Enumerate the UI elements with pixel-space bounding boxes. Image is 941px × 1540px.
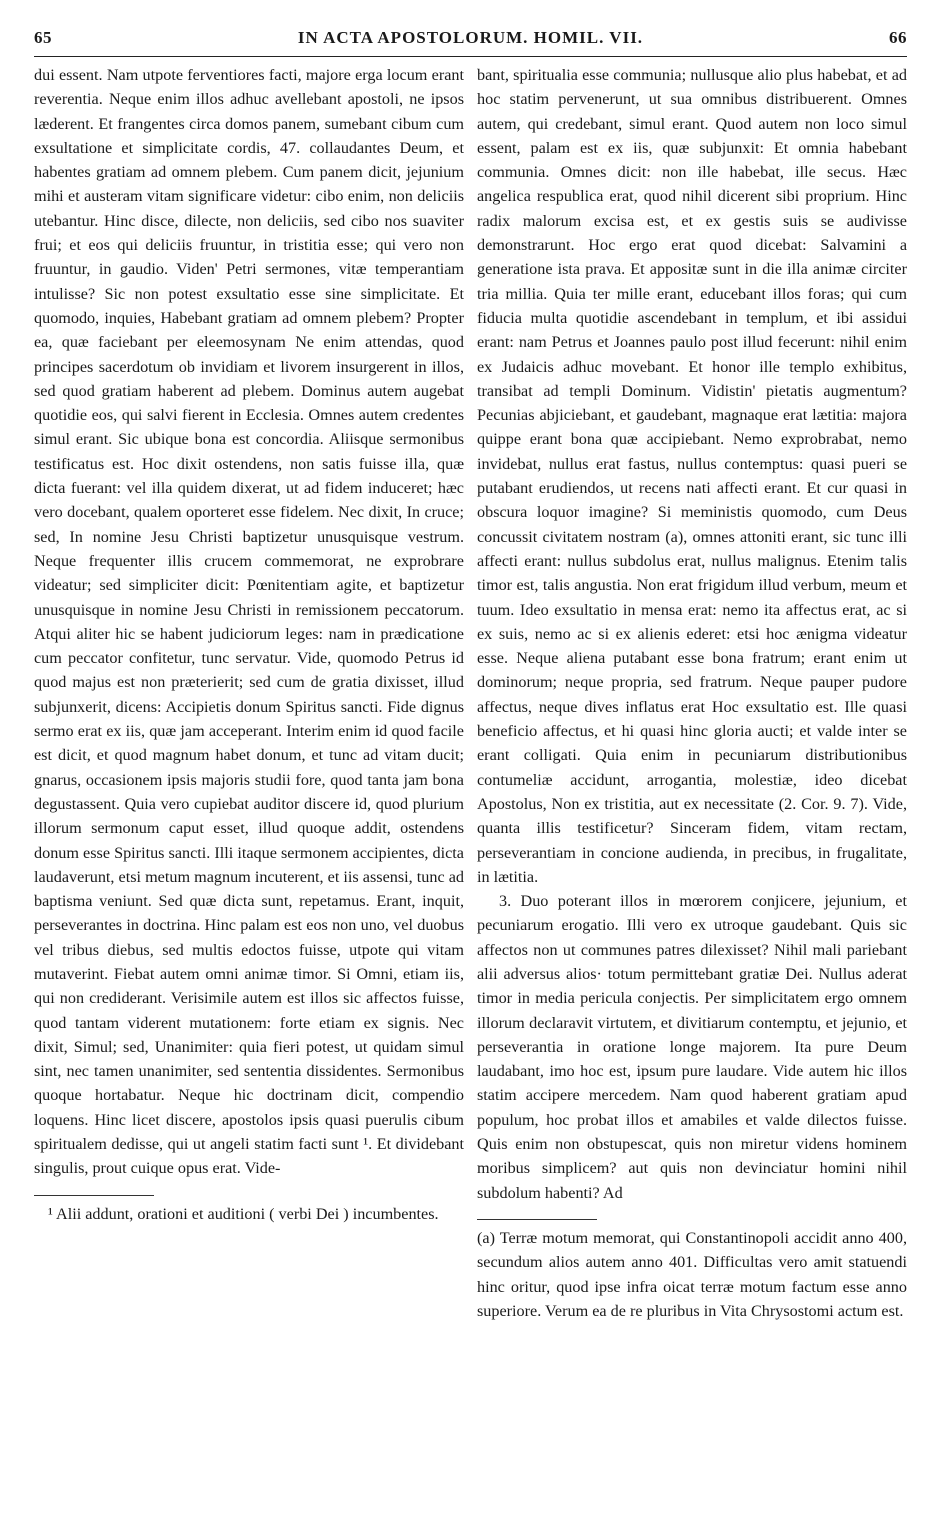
running-title: IN ACTA APOSTOLORUM. HOMIL. VII. [297, 28, 644, 47]
header-rule [34, 56, 907, 57]
right-paragraph-2: 3. Duo poterant illos in mœrorem conjicere, jejunium, et pecuniarum erogatio. Illi vero ex utroque gaudebant. Quis sic affectos non ut communes patres dilexisset? Nihil mali pariebant alii adversus alios· totum permittebant gratiæ Dei. Nullus aderat timor in media pericula conjectis. Per simplicitatem ergo omnem illorum declaravit virtutem, et divitiarum contemptu, et jejunio, et perseverantia in oratione longe majorem. Ita pure Deum laudabant, imo hoc est, ipsum pure laudare. Vide autem hic illos statim accipere mercedem. Nam quod haberent gratiam apud populum, hoc probat illos et amabiles et valde dilectos fuisse. Quis enim non obstupescat, quis non miretur videns hominem moribus simplicem? aut quis non devinciatur homini nihil subdolum habenti? Ad [477, 892, 907, 1202]
footnote-left: ¹ Alii addunt, orationi et auditioni ( verbi Dei ) incumbentes. [48, 1204, 439, 1223]
right-paragraph-1: bant, spiritualia esse communia; nullusque alio plus habebat, et ad hoc statim pervenerunt, ut sua omnibus distribuerent. Omnes autem, qui credebant, simul erant. Quod autem non loco simul essent, palam est ex iis, quæ subjunxit: Et omnia habebant communia. Omnes dicit: non ille habebat, ille secus. Hæc angelica respublica erat, quod nihil dicerent sibi proprium. Hinc radix malorum excisa est, et ex gestis suis se audivisse demonstrarunt. Hoc ergo erat quod dicebat: Salvamini a generatione ista prava. Et appositæ sunt in die illa animæ circiter tria millia. Quia ter mille erant, educebant illos foras; qui cum fiducia multa quotidie ascendebant in templum, et ibi assidui erant: nam Petrus et Joannes paulo post illud fecerunt: nihil enim ex Judaicis adhuc movebant. Et honor ille templo exhibitus, transibat ad templi Dominum. Vidistin' pietatis augmentum? Pecunias abjiciebant, et gaudebant, magnaque erat lætitia: majora quippe erant bona quæ accipiebant. Nemo exprobrabat, nemo invidebat, nullus erat fastus, nullus contemptus: quasi pueri se putabant erudiendos, ut recens nati affecti erant. Et cur quasi in obscura loquor imagine? Si meministis quomodo, cum Deus concussit civitatem nostram (a), omnes attoniti erant, sic tunc illi affecti erant: nullus subdolus erat, nullus malignus. Etenim talis timor est, talis angustia. Non erat frigidum illud verbum, meum et tuum. Ideo exsultatio in mensa erat: nemo ita affectus erat, ac si ex suis, nemo ac si ex alienis ederet: etsi hoc ænigma videatur esse. Neque aliena putabant esse bona fratrum; erant enim ut dominorum; neque propria, sed fratrum. Neque pauper pudore affectus, neque dives inflatus erat Hoc exsultatio est. Ille quasi beneficio affectus, et hi quasi hinc gloria aucti; et valde inter se erant colligati. Quia enim in pecuniarum distributionibus contumeliæ accidunt, arrogantia, molestiæ, ideo dicebat Apostolus, Non ex tristitia, aut ex necessitate (2. Cor. 9. 7). Vide, quanta illis testificetur? Sinceram fidem, vitam rectam, perseverantiam in concione audienda, in precibus, in frugalitate, in lætitia. [477, 66, 907, 886]
page-number-right: 66 [888, 28, 907, 47]
left-paragraph: dui essent. Nam utpote ferventiores facti, majore erga locum erant reverentia. Neque enim illos adhuc avellebant apostoli, ne ipsos læderent. Et frangentes circa domos panem, sumebant cibum cum exsultatione et simplicitate cordis, 47. collaudantes Deum, et habentes gratiam ad omnem plebem. Cum panem dicit, jejunium mihi et austeram vitam significare videtur: cibo enim, non deliciis utebantur. Hinc disce, dilecte, non deliciis, sed cibo nos suaviter frui; et eos qui deliciis fruuntur, in tristitia esse; qui vero non fruuntur, in gaudio. Viden' Petri sermones, vitæ temperantiam intulisse? Sic non potest exsultatio esse sine simplicitate. Et quomodo, inquies, Habebant gratiam ad omnem plebem? Propter ea, quæ faciebant per eleemosynam Ne enim attendas, quod principes sacerdotum ob invidiam et livorem insurgerent in illos, sed quod gratiam haberent ad plebem. Dominus autem augebat quotidie eos, qui salvi fierent in Ecclesia. Omnes autem credentes simul erant. Sic ubique bona est concordia. Aliisque sermonibus testificatus est. Hoc dixit ostendens, non satis fuisse illa, quæ dicta fuerant: vel illa quidem dixerat, ut ad fidem induceret; hæc vero docebant, qualem oporteret esse fidelem. Nec dixit, In cruce; sed, In nomine Jesu Christi baptizetur unusquisque vestrum. Neque frequenter illis crucem commemorat, ne exprobrare videatur; sed simpliciter dicit: Pœnitentiam agite, et baptizetur unusquisque in nomine Jesu Christi in remissionem peccatorum. Atqui aliter hic se habent judiciorum leges: nam in prædicatione cum peccator confitetur, tunc servatur. Vide, quomodo Petrus id quod majus est non præterierit; sed cum de gratia dixisset, illud subjunxerit, dicens: Accipietis donum Spiritus sancti. Fide dignus sermo erat ex iis, quæ jam acceperant. Interim enim id quod facile est dicit, et quod magnum habet donum, et tunc ad vitam ducit; gnarus, occasionem ipsis majoris studii fore, quod tanta jam bona degustassent. Quia vero cupiebat auditor discere id, quod plurium illorum sermonum caput esset, illud quoque addit, ostendens donum esse Spiritus sancti. Illi itaque sermonem accipientes, dicta laudaverunt, etsi metum magnum incuterent, et iis assensi, tunc ad baptisma veniunt. Sed quæ dicta sunt, repetamus. Erant, inquit, perseverantes in doctrina. Hinc palam est eos non uno, vel duobus vel tribus diebus, sed multis edoctos fuisse, utpote qui vitam mutaverint. Fiebat autem omni animæ timor. Si Omni, etiam iis, qui non crediderant. Verisimile autem est illos sic affectos fuisse, quod tantam viderent mutationem: forte etiam ex signis. Nec dixit, Simul; sed, Unanimiter: quia fieri potest, ut quidam simul sint, nec tamen unanimiter, sed sententia dissidentes. Sermonibus quoque hortabatur. Neque hic doctrinam dicit, compendio loquens. Hinc licet discere, apostolos ipsis quasi puerulis cibum spiritualem dedisse, qui ut angeli statim facti sunt ¹. Et dividebant singulis, prout cuique opus erat. Vide- [34, 66, 464, 1178]
right-column [477, 63, 907, 1323]
text-columns [34, 63, 907, 1323]
footnote-right: (a) Terræ motum memorat, qui Constantinopoli accidit anno 400, secundum alios autem anno 401. Difficultas vero amit statuendi hinc oritur, quod ipse infra oicat terræ motum factum esse anno superiore. Verum ea de re pluribus in Vita Chrysostomi actum est. [477, 1228, 907, 1320]
footnote-rule-right [477, 1219, 597, 1220]
left-column [34, 63, 464, 1323]
page-number-left: 65 [34, 28, 52, 47]
running-header [34, 28, 907, 54]
footnote-rule [34, 1195, 154, 1196]
